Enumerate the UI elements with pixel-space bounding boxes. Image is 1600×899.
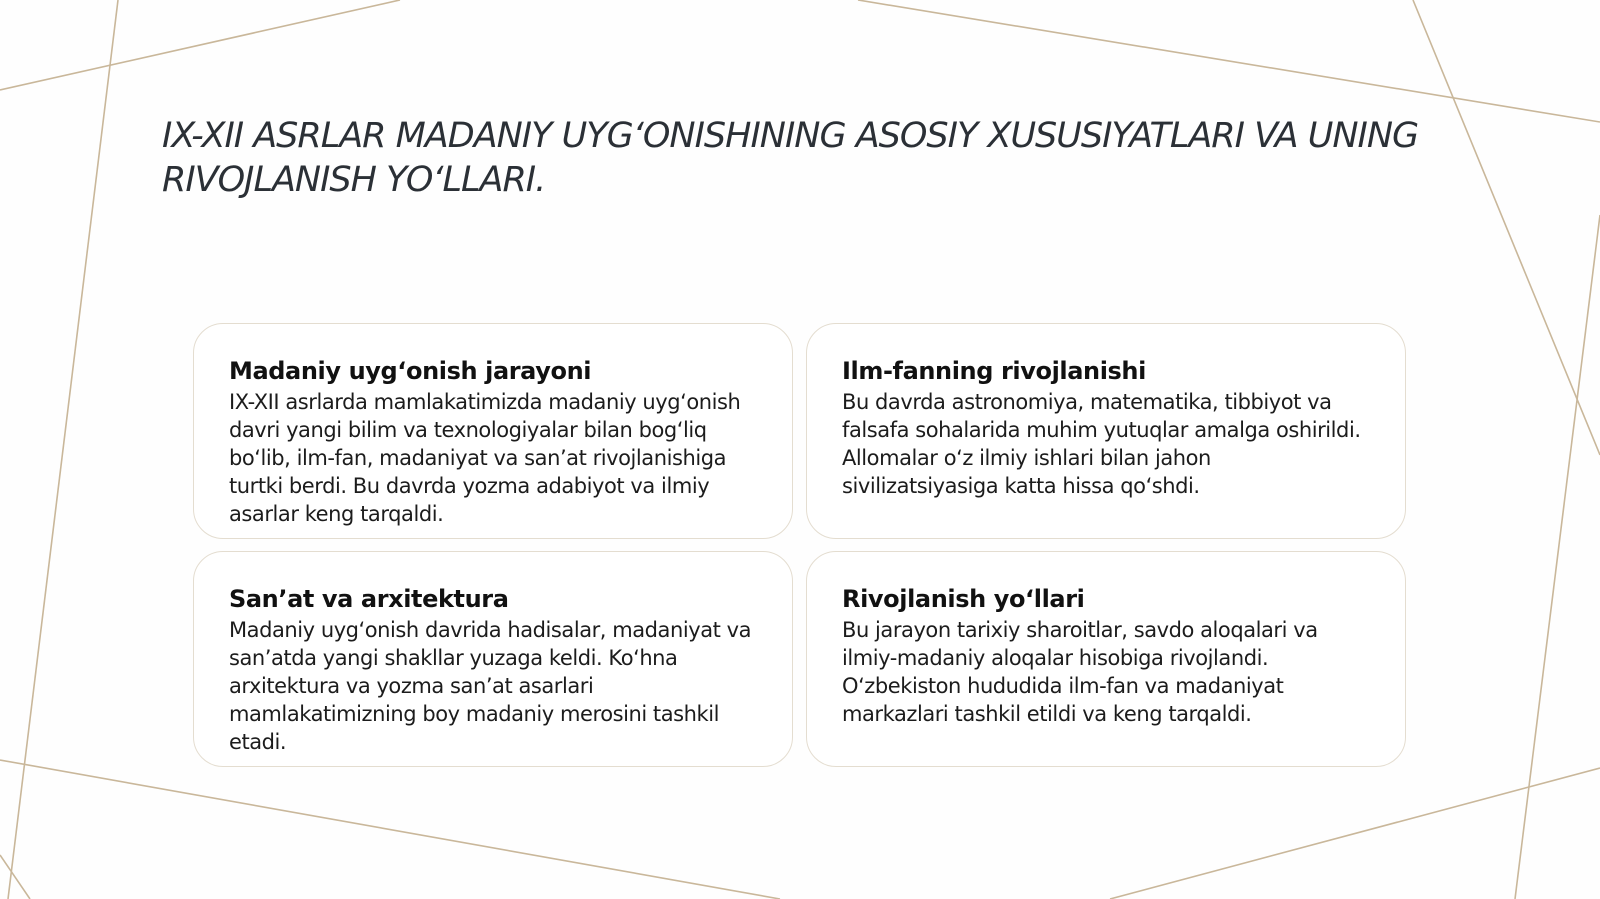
- card-heading: Madaniy uyg‘onish jarayoni: [229, 357, 592, 385]
- card-heading: San’at va arxitektura: [229, 585, 509, 613]
- deco-line-top-left: [0, 0, 400, 90]
- deco-line-top-right: [858, 0, 1600, 122]
- card-art-architecture: [193, 551, 793, 767]
- deco-line-bottom-left-steep: [0, 855, 30, 899]
- card-development-paths: [806, 551, 1406, 767]
- card-science-development: [806, 323, 1406, 539]
- card-text: Madaniy uyg‘onish davrida hadisalar, madaniyat va san’atda yangi shakllar yuzaga keldi. Ko‘hna arxitektura va yozma san’at asarlari mamlakatimizning boy madaniy merosini tashkil etadi.: [229, 618, 752, 754]
- deco-line-bottom-right: [1110, 768, 1600, 899]
- slide-title: IX-XII ASRLAR MADANIY UYG‘ONISHINING ASOSIY XUSUSIYATLARI VA UNING RIVOJLANISH YO‘LLARI.: [162, 116, 1419, 200]
- card-heading: Ilm-fanning rivojlanishi: [842, 357, 1146, 385]
- card-cultural-revival: [193, 323, 793, 539]
- card-text: Bu davrda astronomiya, matematika, tibbiyot va falsafa sohalarida muhim yutuqlar amalga oshirildi. Allomalar o‘z ilmiy ishlari bilan jahon sivilizatsiyasiga katta hissa qo‘shdi.: [842, 390, 1361, 498]
- deco-line-bottom-left: [0, 760, 780, 899]
- card-text: IX-XII asrlarda mamlakatimizda madaniy uyg‘onish davri yangi bilim va texnologiyalar bilan bog‘liq bo‘lib, ilm-fan, madaniyat va san’at rivojlanishiga turtki berdi. Bu davrda yozma adabiyot va ilmiy asarlar keng tarqaldi.: [229, 390, 741, 526]
- deco-line-right-diagonal: [1413, 0, 1600, 455]
- card-heading: Rivojlanish yo‘llari: [842, 585, 1085, 613]
- deco-line-right-vertical: [1515, 215, 1600, 899]
- card-text: Bu jarayon tarixiy sharoitlar, savdo aloqalari va ilmiy-madaniy aloqalar hisobiga rivojlandi. O‘zbekiston hududida ilm-fan va madaniyat markazlari tashkil etildi va keng tarqaldi.: [842, 618, 1318, 726]
